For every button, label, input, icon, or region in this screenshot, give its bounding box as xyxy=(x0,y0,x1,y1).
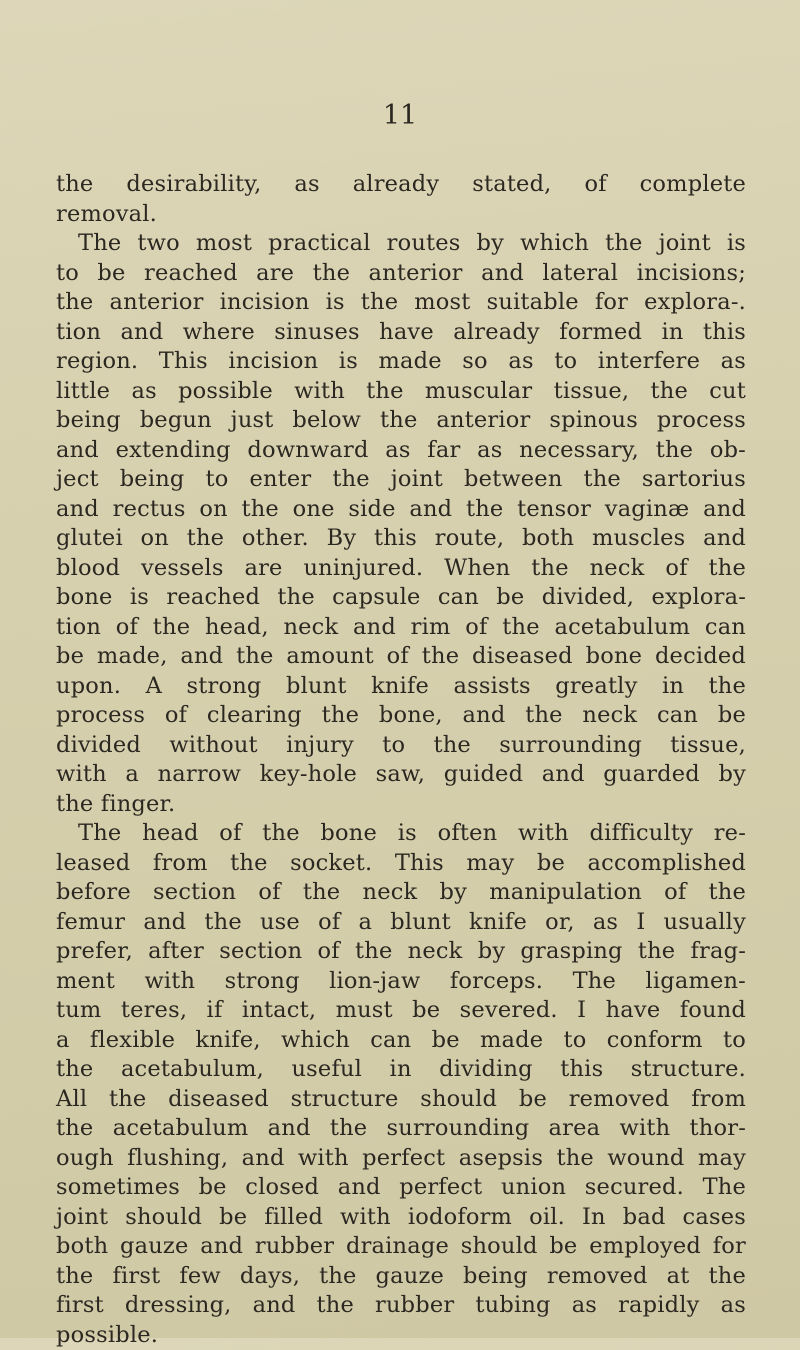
text-line: leased from the socket. This may be accomplished xyxy=(56,849,746,879)
text-line: region. This incision is made so as to interfere as xyxy=(56,347,746,377)
text-line: joint should be filled with iodoform oil. In bad cases xyxy=(56,1203,746,1233)
text-line: bone is reached the capsule can be divided, explora- xyxy=(56,583,746,613)
text-line: first dressing, and the rubber tubing as rapidly as xyxy=(56,1291,746,1321)
text-line: a flexible knife, which can be made to conform to xyxy=(56,1026,746,1056)
text-line: The head of the bone is often with difficulty re- xyxy=(56,819,746,849)
text-line: tion of the head, neck and rim of the acetabulum can xyxy=(56,613,746,643)
text-line: and rectus on the one side and the tensor vaginæ and xyxy=(56,495,746,525)
text-line: the finger. xyxy=(56,790,746,820)
text-line: and extending downward as far as necessary, the ob- xyxy=(56,436,746,466)
text-line: ment with strong lion-jaw forceps. The ligamen- xyxy=(56,967,746,997)
text-line: blood vessels are uninjured. When the neck of the xyxy=(56,554,746,584)
text-line: removal. xyxy=(56,200,746,230)
page-number: 11 xyxy=(0,100,800,131)
text-line: little as possible with the muscular tissue, the cut xyxy=(56,377,746,407)
text-line: ough flushing, and with perfect asepsis the wound may xyxy=(56,1144,746,1174)
text-line: The two most practical routes by which the joint is xyxy=(56,229,746,259)
text-line: being begun just below the anterior spinous process xyxy=(56,406,746,436)
text-line: the anterior incision is the most suitable for explora-. xyxy=(56,288,746,318)
text-line: with a narrow key-hole saw, guided and guarded by xyxy=(56,760,746,790)
text-line: process of clearing the bone, and the neck can be xyxy=(56,701,746,731)
body-text xyxy=(56,170,746,1350)
text-line: ject being to enter the joint between the sartorius xyxy=(56,465,746,495)
text-line: the desirability, as already stated, of complete xyxy=(56,170,746,200)
text-line: the first few days, the gauze being removed at the xyxy=(56,1262,746,1292)
text-line: both gauze and rubber drainage should be employed for xyxy=(56,1232,746,1262)
text-line: to be reached are the anterior and lateral incisions; xyxy=(56,259,746,289)
text-line: All the diseased structure should be removed from xyxy=(56,1085,746,1115)
text-line: before section of the neck by manipulation of the xyxy=(56,878,746,908)
text-line: possible. xyxy=(56,1321,746,1350)
text-line: prefer, after section of the neck by grasping the frag- xyxy=(56,937,746,967)
text-line: tum teres, if intact, must be severed. I have found xyxy=(56,996,746,1026)
text-line: sometimes be closed and perfect union secured. The xyxy=(56,1173,746,1203)
text-line: glutei on the other. By this route, both muscles and xyxy=(56,524,746,554)
text-line: the acetabulum, useful in dividing this structure. xyxy=(56,1055,746,1085)
text-line: be made, and the amount of the diseased bone decided xyxy=(56,642,746,672)
text-line: divided without injury to the surrounding tissue, xyxy=(56,731,746,761)
text-line: upon. A strong blunt knife assists greatly in the xyxy=(56,672,746,702)
text-line: femur and the use of a blunt knife or, as I usually xyxy=(56,908,746,938)
text-line: tion and where sinuses have already formed in this xyxy=(56,318,746,348)
text-line: the acetabulum and the surrounding area with thor- xyxy=(56,1114,746,1144)
